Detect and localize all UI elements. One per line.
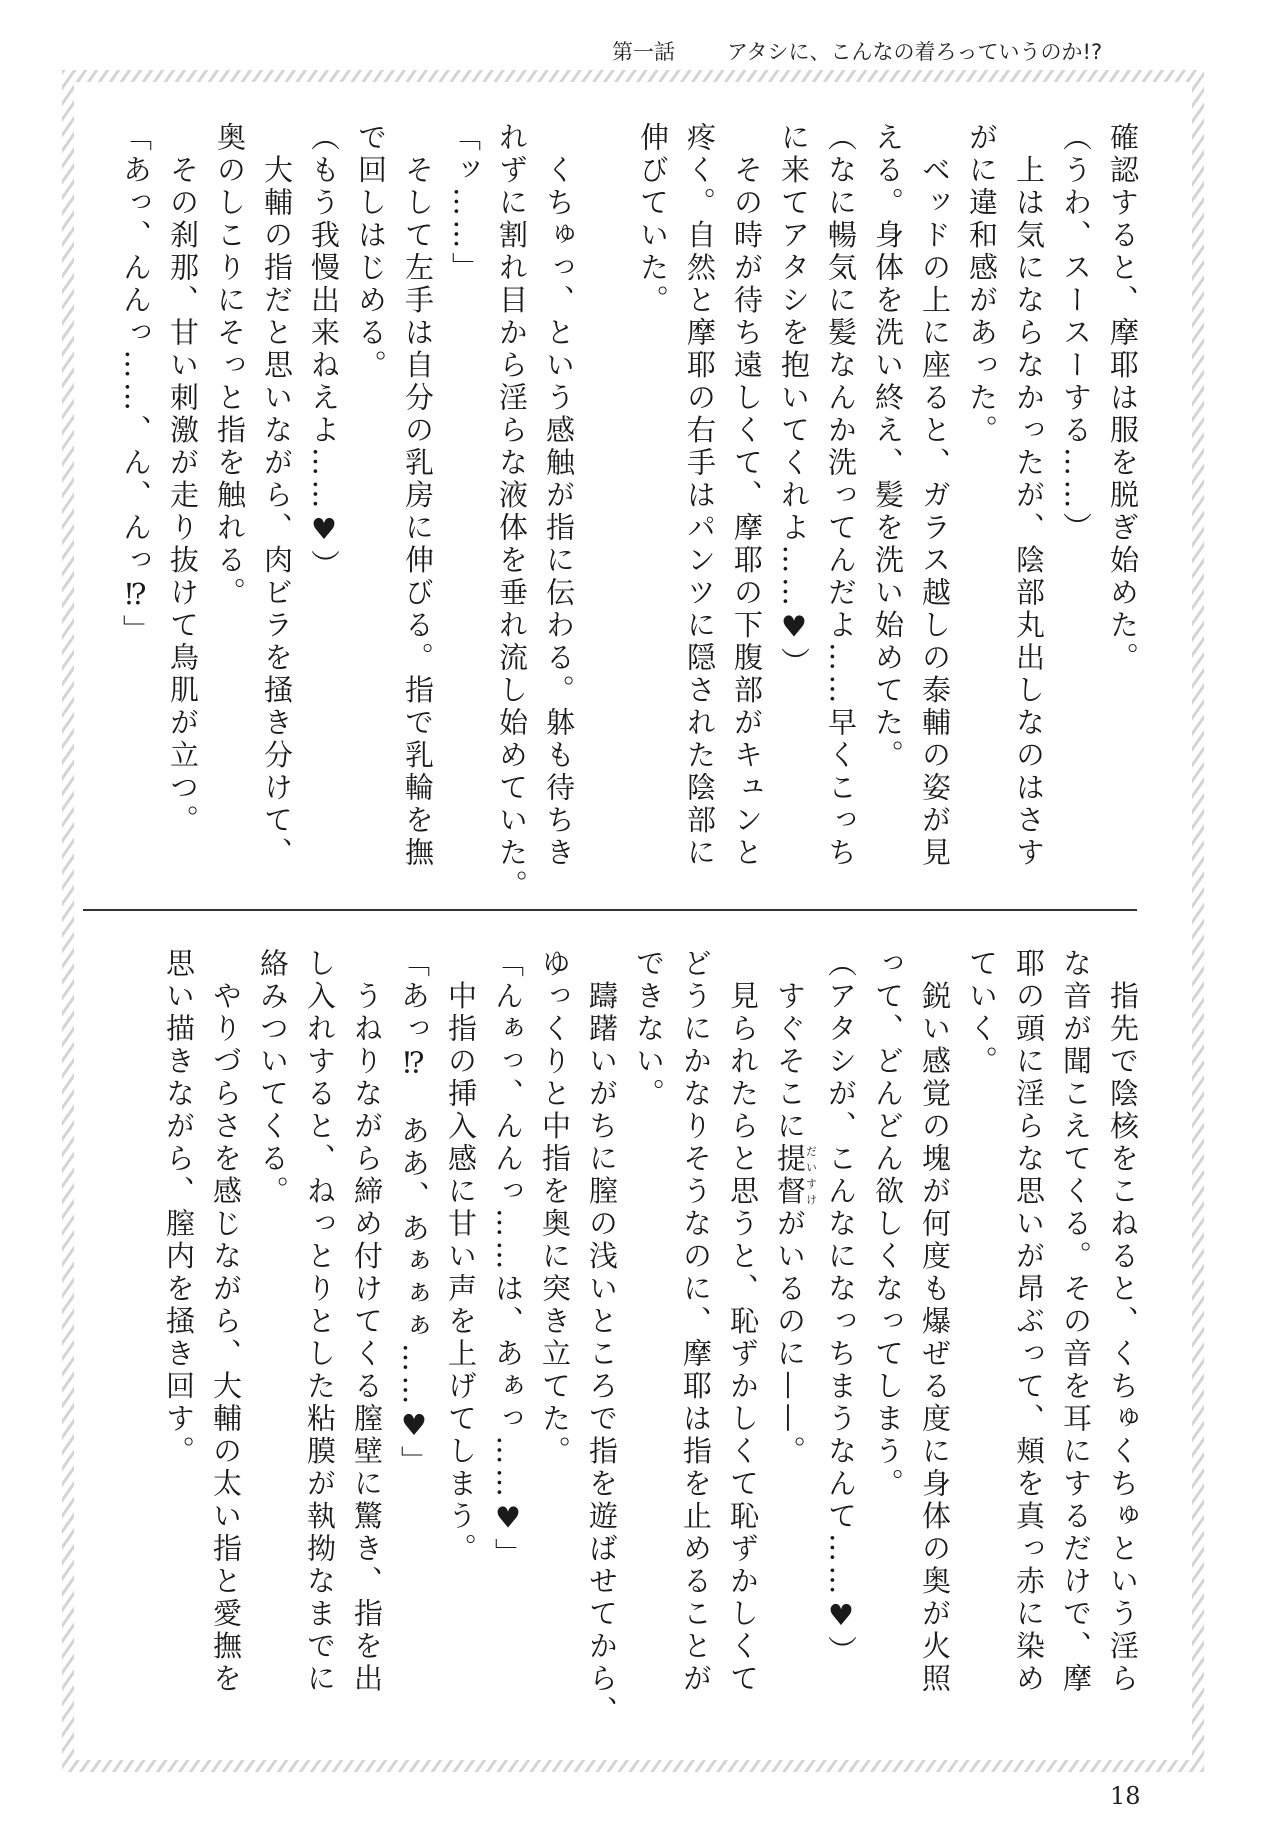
text-line: 「ッ……」 — [448, 122, 482, 285]
text-line: ベッドの上に座ると、ガラス越しの泰輔の姿が見 — [918, 122, 952, 870]
text-line: 「んぁっ、んんっ……は、あぁっ……♥」 — [491, 948, 525, 1571]
text-line — [582, 122, 629, 882]
page-number: 18 — [1110, 1782, 1141, 1810]
text-line: 思い描きながら、膣内を掻き回す。 — [162, 948, 196, 1468]
ruby-reading: だいすけ — [804, 1143, 818, 1208]
text-line: 鋭い感覚の塊が何度も爆ぜる度に身体の奥が火照 — [918, 948, 952, 1696]
text-line: し入れすると、ねっとりとした粘膜が執拗なまでに — [303, 948, 337, 1696]
text-line: （なに暢気に髪なんか洗ってんだよ……早くこっち — [824, 122, 858, 870]
text-line: くちゅっ、という感触が指に伝わる。躰も待ちき — [542, 122, 576, 870]
text-block-top — [112, 122, 1146, 902]
text-line: そして左手は自分の乳房に伸びる。指で乳輪を撫 — [401, 122, 435, 870]
text-line: ゆっくりと中指を奥に突き立てた。 — [538, 948, 572, 1468]
text-line: 「あっ、んんっ……、ん、んっ⁉」 — [119, 122, 153, 647]
text-line: 指先で陰核をこねると、くちゅくちゅという淫ら — [1106, 948, 1140, 1696]
text-line: （もう我慢出来ねえよ……♥） — [307, 122, 341, 582]
text-line: で回しはじめる。 — [354, 122, 388, 382]
text-line: な音が聞こえてくる。その音を耳にするだけで、摩 — [1059, 948, 1093, 1696]
text-line: やりづらさを感じながら、大輔の太い指と愛撫を — [209, 948, 243, 1696]
text-line: って、どんどん欲しくなってしまう。 — [871, 948, 905, 1501]
text-line: ていく。 — [965, 948, 999, 1078]
text-line: 見られたらと思うと、恥ずかしくて恥ずかしくて — [726, 948, 760, 1696]
text-line: うねりながら締め付けてくる膣壁に驚き、指を出 — [350, 948, 384, 1696]
text-line: 大輔の指だと思いながら、肉ビラを掻き分けて、 — [260, 122, 294, 870]
text-line: 絡みついてくる。 — [256, 948, 290, 1208]
text-line: れずに割れ目から淫らな液体を垂れ流し始めていた。 — [495, 122, 529, 902]
text-segment: がいるのに——。 — [773, 1208, 807, 1468]
text-line: 中指の挿入感に甘い声を上げてしまう。 — [444, 948, 478, 1566]
text-line: に来てアタシを抱いてくれよ……♥） — [777, 122, 811, 680]
text-line: （うわ、スースーする……） — [1059, 122, 1093, 545]
running-header — [612, 36, 1102, 66]
text-line: える。身体を洗い終え、髪を洗い始めてた。 — [871, 122, 905, 772]
text-line: （アタシが、こんなになっちまうなんて……♥） — [824, 948, 858, 1668]
text-line: どうにかなりそうなのに、摩耶は指を止めることが — [679, 948, 713, 1696]
text-line: がに違和感があった。 — [965, 122, 999, 447]
text-line: その刹那、甘い刺激が走り抜けて鳥肌が立つ。 — [166, 122, 200, 837]
text-line: 躊躇いがちに膣の浅いところで指を遊ばせてから、 — [585, 948, 619, 1728]
text-line: 上は気にならなかったが、陰部丸出しなのはさす — [1012, 122, 1046, 870]
text-line — [766, 948, 817, 1708]
text-line: 耶の頭に淫らな思いが昂ぶって、頬を真っ赤に染め — [1012, 948, 1046, 1696]
text-line: 奥のしこりにそっと指を触れる。 — [213, 122, 247, 610]
text-line: その時が待ち遠しくて、摩耶の下腹部がキュンと — [730, 122, 764, 870]
chapter-title: アタシに、こんなの着ろっていうのか!? — [727, 40, 1103, 64]
text-segment: すぐそこに — [773, 948, 807, 1143]
text-line: 疼く。自然と摩耶の右手はパンツに隠された陰部に — [683, 122, 717, 870]
ruby-base: 提督 — [773, 1143, 807, 1208]
section-divider — [83, 909, 1137, 911]
chapter-label: 第一話 — [612, 40, 675, 64]
ruby-annotation — [773, 1143, 818, 1208]
text-block-bottom — [155, 948, 1146, 1728]
text-line: 伸びていた。 — [636, 122, 670, 317]
text-line: 確認すると、摩耶は服を脱ぎ始めた。 — [1106, 122, 1140, 675]
text-line: できない。 — [632, 948, 666, 1111]
text-line: 「あっ⁉ ああ、あぁぁぁ……♥」 — [397, 948, 431, 1478]
